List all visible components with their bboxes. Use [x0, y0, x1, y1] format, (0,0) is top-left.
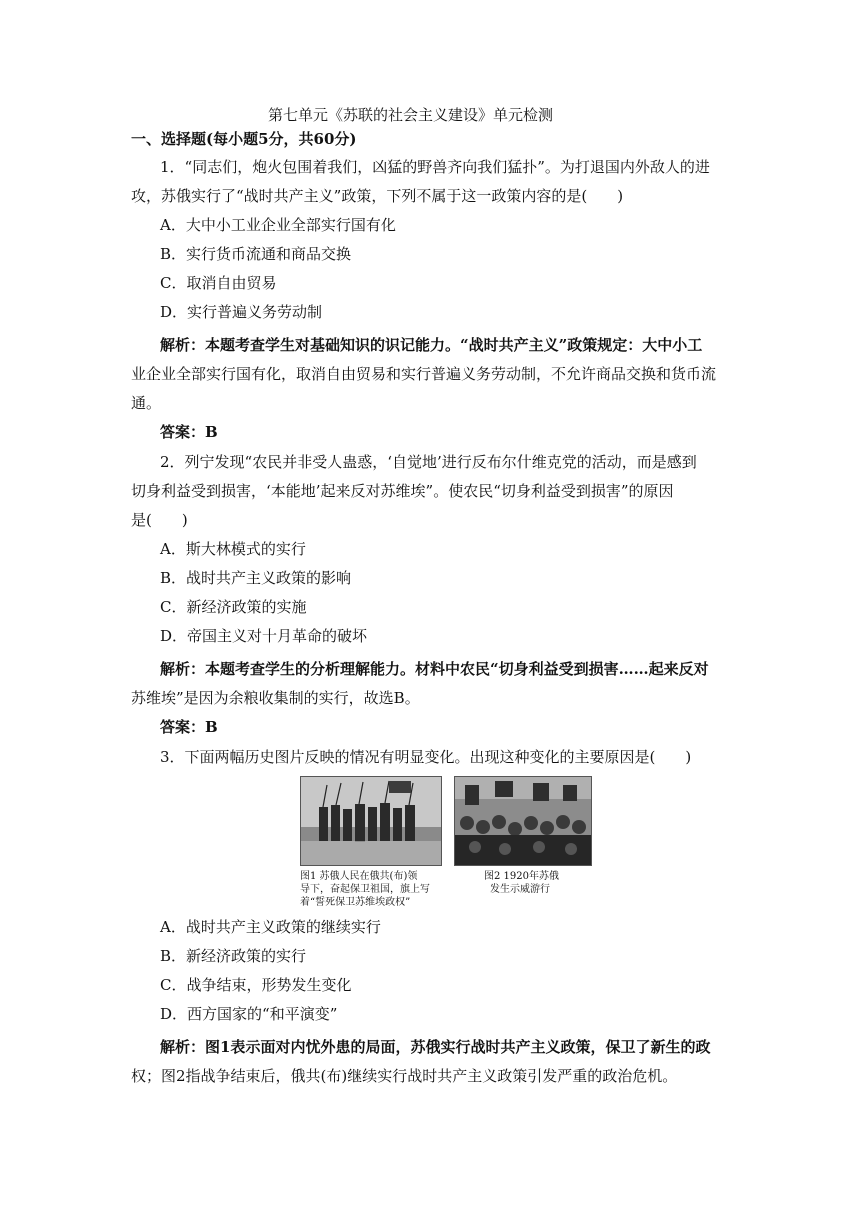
- q1-analysis-line-3: 通。: [131, 394, 162, 412]
- q2-stem-line-1: 2．列宁发现“农民并非受人蛊惑，‘自觉地’进行反布尔什维克党的活动，而是感到: [160, 453, 697, 471]
- q2-stem-line-3: 是( ): [131, 511, 188, 529]
- q1-analysis-line-2: 业企业全部实行国有化，取消自由贸易和实行普遍义务劳动制，不允许商品交换和货币流: [131, 365, 717, 383]
- section-heading: 一、选择题(每小题5分，共60分): [131, 130, 357, 148]
- q1-option-a: A．大中小工业企业全部实行国有化: [160, 216, 396, 234]
- q1-option-b: B．实行货币流通和商品交换: [160, 245, 352, 263]
- figure-1-caption-line-1: 图1 苏俄人民在俄共(布)领: [300, 871, 418, 882]
- q2-analysis-line-1: 解析：本题考查学生的分析理解能力。材料中农民“切身利益受到损害……起来反对: [160, 660, 709, 678]
- q1-stem-line-1: 1．“同志们，炮火包围着我们，凶猛的野兽齐向我们猛扑”。为打退国内外敌人的进: [160, 158, 710, 176]
- q1-analysis-line-1: 解析：本题考查学生对基础知识的识记能力。“战时共产主义”政策规定：大中小工: [160, 336, 703, 354]
- q3-option-d: D．西方国家的“和平演变”: [160, 1005, 338, 1023]
- q1-stem-line-2: 攻，苏俄实行了“战时共产主义”政策，下列不属于这一政策内容的是( ): [131, 187, 624, 205]
- photo-demonstration-illustration: [455, 777, 591, 865]
- figure-2-caption-line-1: 图2 1920年苏俄: [484, 871, 559, 882]
- q2-option-c: C．新经济政策的实施: [160, 598, 307, 616]
- q3-option-a: A．战时共产主义政策的继续实行: [160, 918, 381, 936]
- q1-answer: 答案：B: [160, 423, 218, 441]
- q3-option-c: C．战争结束，形势发生变化: [160, 976, 352, 994]
- q3-stem: 3．下面两幅历史图片反映的情况有明显变化。出现这种变化的主要原因是( ): [160, 748, 692, 766]
- photo-soldiers-illustration: [301, 777, 441, 865]
- q2-stem-line-2: 切身利益受到损害，‘本能地’起来反对苏维埃”。使农民“切身利益受到损害”的原因: [131, 482, 674, 500]
- historical-photo-marching-soldiers: [300, 776, 442, 866]
- q2-answer: 答案：B: [160, 718, 218, 736]
- figure-1-caption-line-2: 导下，奋起保卫祖国，旗上写: [300, 884, 430, 895]
- q2-option-b: B．战时共产主义政策的影响: [160, 569, 352, 587]
- q3-option-b: B．新经济政策的实行: [160, 947, 307, 965]
- q3-analysis-line-1: 解析：图1表示面对内忧外患的局面，苏俄实行战时共产主义政策，保卫了新生的政: [160, 1038, 711, 1056]
- q1-option-c: C．取消自由贸易: [160, 274, 277, 292]
- page-title: 第七单元《苏联的社会主义建设》单元检测: [268, 106, 554, 124]
- q3-analysis-line-2: 权；图2指战争结束后，俄共(布)继续实行战时共产主义政策引发严重的政治危机。: [131, 1067, 678, 1085]
- q2-option-a: A．斯大林模式的实行: [160, 540, 306, 558]
- figure-1-caption-line-3: 着“誓死保卫苏维埃政权”: [300, 897, 411, 908]
- historical-photo-demonstration: [454, 776, 592, 866]
- q1-option-d: D．实行普遍义务劳动制: [160, 303, 323, 321]
- q2-analysis-line-2: 苏维埃”是因为余粮收集制的实行，故选B。: [131, 689, 420, 707]
- q2-option-d: D．帝国主义对十月革命的破坏: [160, 627, 368, 645]
- figure-2-caption-line-2: 发生示威游行: [490, 884, 550, 895]
